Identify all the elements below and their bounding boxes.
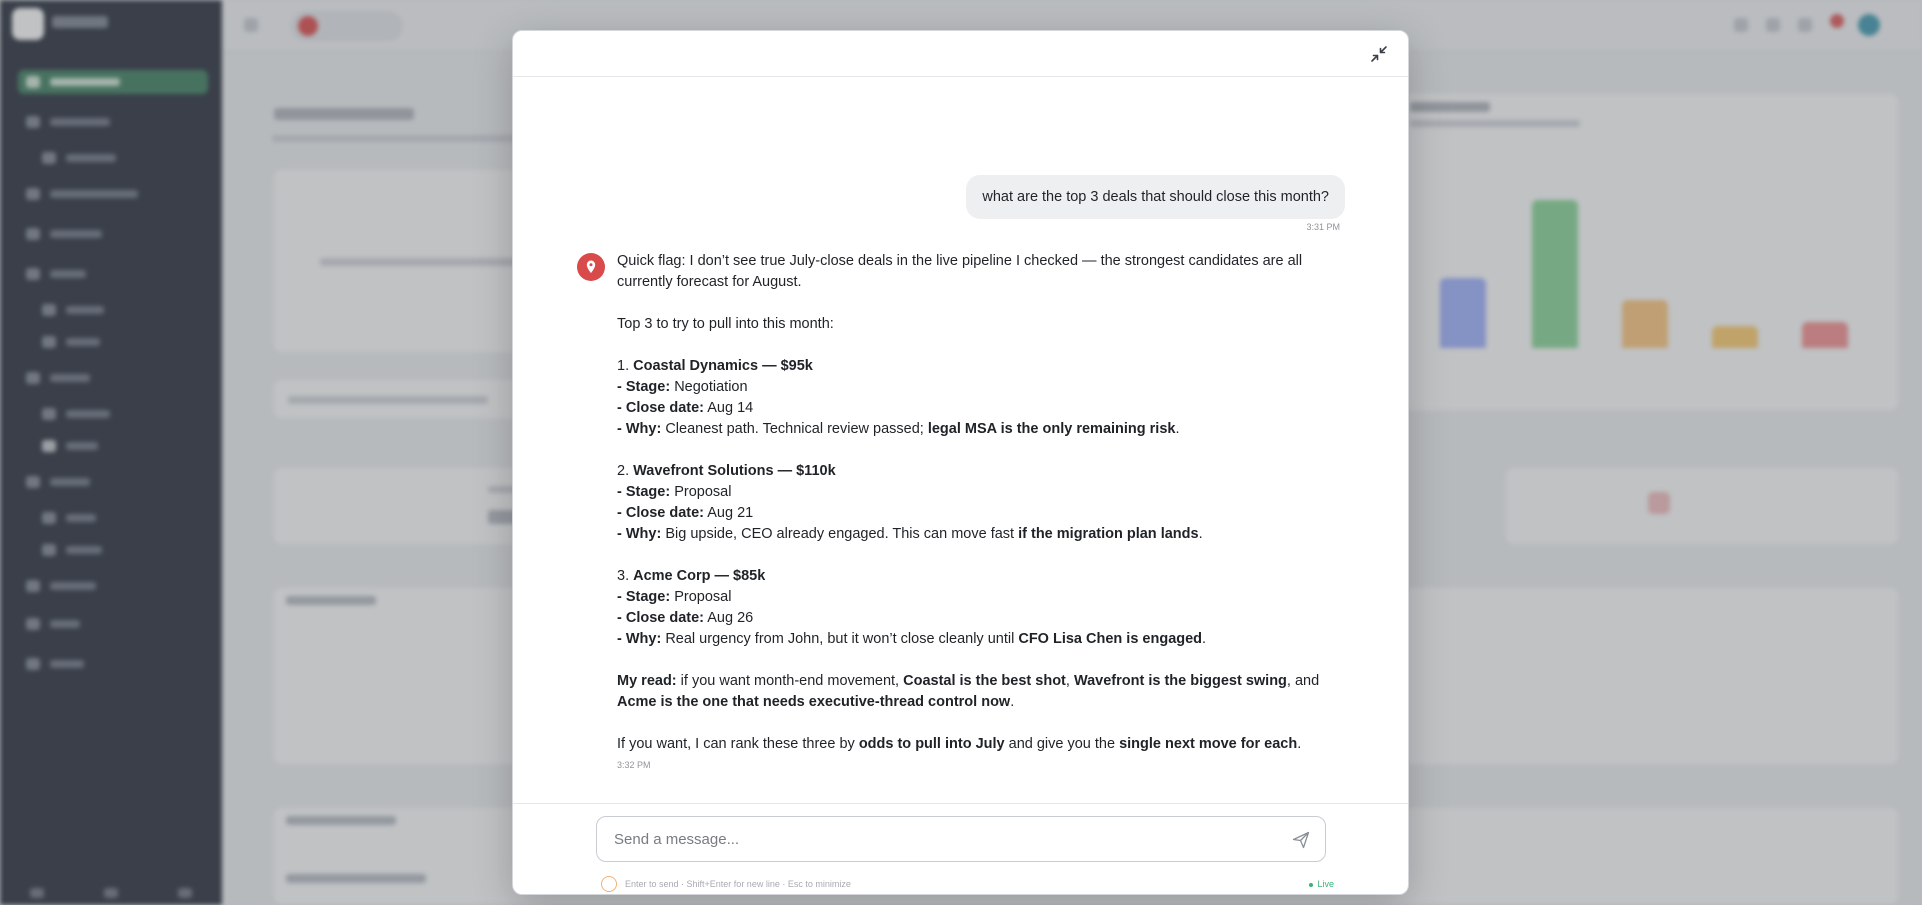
reply-summary: My read: if you want month-end movement, Coastal is the best shot, Wavefront is the biggest swing, and Acme is the one that needs executive-thread control now.	[617, 673, 1320, 710]
modal-header	[513, 31, 1408, 77]
deal-why: - Why: Big upside, CEO already engaged. This can move fast if the migration plan lands.	[617, 526, 1203, 542]
attach-icon[interactable]	[601, 876, 617, 892]
assistant-avatar-icon	[577, 253, 605, 281]
user-message: what are the top 3 deals that should close this month?	[966, 175, 1345, 219]
message-input[interactable]	[597, 817, 1325, 861]
assistant-message-time: 3:32 PM	[617, 760, 651, 770]
deal-close-date: - Close date: Aug 26	[617, 610, 754, 626]
deal-title: 3. Acme Corp — $85k	[617, 568, 766, 584]
deal-why: - Why: Real urgency from John, but it won’t close cleanly until CFO Lisa Chen is engaged.	[617, 631, 1207, 647]
keyboard-hint: Enter to send · Shift+Enter for new line · Esc to minimize	[625, 879, 851, 889]
send-icon[interactable]	[1291, 830, 1311, 850]
composer	[513, 803, 1408, 895]
deal-close-date: - Close date: Aug 21	[617, 505, 754, 521]
live-status: Live	[1309, 879, 1334, 889]
deal-close-date: - Close date: Aug 14	[617, 400, 754, 416]
message-input-box[interactable]	[596, 816, 1326, 862]
reply-intro-2: Top 3 to try to pull into this month:	[617, 316, 834, 332]
user-message-time: 3:31 PM	[1306, 222, 1340, 232]
assistant-message	[617, 251, 1357, 755]
deal-stage: - Stage: Proposal	[617, 484, 732, 500]
deal-stage: - Stage: Proposal	[617, 589, 732, 605]
deal-why: - Why: Cleanest path. Technical review passed; legal MSA is the only remaining risk.	[617, 421, 1180, 437]
deal-stage: - Stage: Negotiation	[617, 379, 748, 395]
deal-title: 2. Wavefront Solutions — $110k	[617, 463, 836, 479]
live-dot-icon	[1309, 883, 1313, 887]
reply-intro: Quick flag: I don’t see true July-close deals in the live pipeline I checked — the strongest candidates are all currently forecast for August.	[617, 253, 1303, 290]
reply-closing: If you want, I can rank these three by odds to pull into July and give you the single next move for each.	[617, 736, 1302, 752]
chat-modal	[512, 30, 1409, 895]
deal-title: 1. Coastal Dynamics — $95k	[617, 358, 813, 374]
minimize-icon[interactable]	[1368, 43, 1390, 65]
